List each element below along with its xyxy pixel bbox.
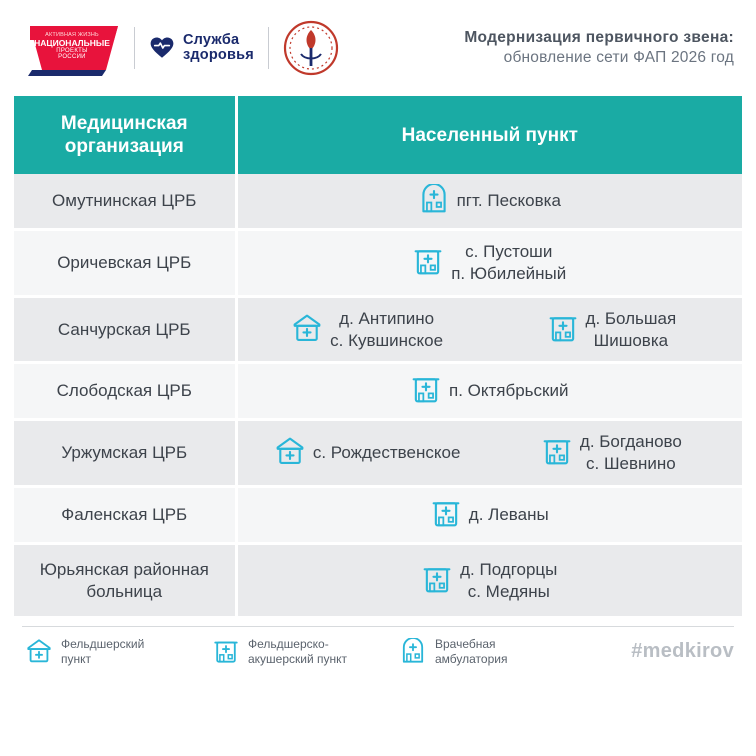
header: [0, 0, 756, 96]
cell-organization: Юрьянская районная больница: [14, 543, 236, 616]
national-projects-logo: [28, 20, 120, 76]
legend-item-label: Фельдшерско-акушерский пункт: [248, 637, 348, 666]
settlement-group-list: [246, 498, 735, 532]
feldshersko-akusherskiy-punkt-icon: [548, 313, 578, 347]
settlement-name: с. Рождественское: [312, 443, 461, 463]
feldshersko-akusherskiy-punkt-icon: [431, 498, 461, 528]
feldshersko-akusherskiy-punkt-icon: [542, 436, 572, 466]
table-body: [14, 174, 742, 616]
cell-organization: Санчурская ЦРБ: [14, 296, 236, 363]
cell-settlements: [236, 174, 742, 230]
settlement-group-list: [246, 241, 735, 285]
cell-settlements: [236, 486, 742, 543]
column-header-organization: Медицинская организация: [14, 96, 236, 174]
settlement-names: [451, 241, 566, 285]
settlement-group: [246, 184, 735, 218]
settlement-group: [246, 374, 735, 408]
feldshersko-akusherskiy-punkt-icon: [413, 246, 443, 276]
column-header-settlement: Населенный пункт: [236, 96, 742, 174]
feldshersko-akusherskiy-punkt-icon: [548, 313, 578, 343]
settlement-name: д. Подгорцы: [460, 559, 558, 579]
cell-organization: Омутнинская ЦРБ: [14, 174, 236, 230]
settlement-group: [490, 431, 734, 475]
ministry-emblem-icon: [283, 20, 339, 76]
np-line3: ПРОЕКТЫ: [56, 48, 88, 55]
settlement-name: Шишовка: [593, 330, 669, 350]
settlement-group: [246, 498, 735, 532]
settlement-group: [246, 436, 490, 470]
settlement-name: д. Богданово: [579, 432, 682, 452]
feldshersko-akusherskiy-punkt-icon: [422, 564, 452, 598]
page-title-line2: обновление сети ФАП 2026 год: [503, 49, 734, 66]
settlement-names: [469, 504, 549, 526]
feldsherskiy-punkt-icon: [275, 436, 305, 466]
feldsherskiy-punkt-icon: [26, 638, 52, 664]
legend-item: [400, 637, 545, 666]
legend-item-label: Фельдшерский пункт: [61, 637, 145, 666]
feldshersko-akusherskiy-punkt-icon: [411, 374, 441, 404]
cell-organization: Уржумская ЦРБ: [14, 420, 236, 487]
table-row: [14, 363, 742, 420]
legend-item: [26, 637, 171, 666]
heart-icon: [149, 35, 175, 61]
cell-settlements: [236, 363, 742, 420]
cell-settlements: [236, 420, 742, 487]
logo-group: [28, 20, 339, 76]
settlement-name: п. Октябрьский: [449, 381, 569, 401]
table-row: [14, 174, 742, 230]
settlement-name: д. Большая: [585, 308, 677, 328]
vrachebnaya-ambulatoriya-icon: [400, 638, 426, 664]
vrachebnaya-ambulatoriya-icon: [400, 638, 426, 666]
np-line2: НАЦИОНАЛЬНЫЕ: [34, 38, 110, 49]
feldshersko-akusherskiy-punkt-icon: [213, 638, 239, 664]
page-title-line1: Модернизация первичного звена:: [464, 28, 734, 46]
table-row: [14, 230, 742, 297]
page-title: [464, 28, 734, 68]
settlement-name: с. Пустоши: [465, 242, 553, 262]
settlement-name: с. Кувшинское: [330, 330, 444, 350]
settlement-group: [246, 308, 490, 352]
settlement-names: [460, 559, 557, 603]
hashtag: #medkirov: [631, 640, 734, 663]
settlement-group: [246, 559, 735, 603]
feldsherskiy-punkt-icon: [292, 313, 322, 347]
feldshersko-akusherskiy-punkt-icon: [431, 498, 461, 532]
settlement-group: [246, 241, 735, 285]
settlement-group-list: [246, 184, 735, 218]
np-line4: РОССИИ: [58, 54, 86, 61]
feldsherskiy-punkt-icon: [292, 313, 322, 343]
settlement-name: пгт. Песковка: [456, 191, 561, 211]
legend-item: [213, 637, 358, 666]
facilities-table: [14, 96, 742, 616]
feldshersko-akusherskiy-punkt-icon: [213, 638, 239, 666]
feldsherskiy-punkt-icon: [275, 436, 305, 470]
table-container: [0, 96, 756, 616]
national-projects-logo-text: [34, 33, 110, 60]
settlement-names: [457, 190, 561, 212]
legend-item-label: Врачебная амбулатория: [435, 637, 508, 666]
settlement-group-list: [246, 431, 735, 475]
vrachebnaya-ambulatoriya-icon: [419, 184, 449, 218]
cell-organization: Оричевская ЦРБ: [14, 230, 236, 297]
cell-settlements: [236, 543, 742, 616]
table-head: [14, 96, 742, 174]
cell-organization: Фаленская ЦРБ: [14, 486, 236, 543]
ministry-emblem-logo: [283, 20, 339, 76]
logo-divider: [134, 27, 135, 69]
feldshersko-akusherskiy-punkt-icon: [422, 564, 452, 594]
feldshersko-akusherskiy-punkt-icon: [542, 436, 572, 470]
health-service-line1: Служба: [183, 31, 240, 48]
settlement-names: [330, 308, 443, 352]
health-service-logo: [149, 33, 254, 63]
logo-divider-2: [268, 27, 269, 69]
table-row: [14, 420, 742, 487]
feldsherskiy-punkt-icon: [26, 638, 52, 666]
cell-settlements: [236, 296, 742, 363]
legend: [0, 627, 756, 666]
settlement-names: [449, 380, 568, 402]
health-service-logo-text: [183, 33, 254, 63]
np-line1: АКТИВНАЯ ЖИЗНЬ: [45, 32, 99, 39]
health-service-line2: здоровья: [183, 47, 254, 63]
settlement-name: п. Юбилейный: [451, 264, 567, 284]
table-row: [14, 296, 742, 363]
table-header-row: [14, 96, 742, 174]
feldshersko-akusherskiy-punkt-icon: [411, 374, 441, 408]
settlement-group-list: [246, 374, 735, 408]
settlement-name: д. Леваны: [468, 504, 549, 524]
settlement-name: д. Антипино: [339, 308, 435, 328]
feldshersko-akusherskiy-punkt-icon: [413, 246, 443, 280]
settlement-names: [580, 431, 682, 475]
cell-settlements: [236, 230, 742, 297]
settlement-name: с. Медяны: [467, 581, 550, 601]
settlement-group-list: [246, 308, 735, 352]
cell-organization: Слободская ЦРБ: [14, 363, 236, 420]
vrachebnaya-ambulatoriya-icon: [419, 184, 449, 214]
table-row: [14, 486, 742, 543]
settlement-group: [490, 308, 734, 352]
settlement-names: [586, 308, 677, 352]
settlement-name: с. Шевнино: [586, 454, 676, 474]
settlement-names: [313, 442, 461, 464]
table-row: [14, 543, 742, 616]
settlement-group-list: [246, 559, 735, 603]
